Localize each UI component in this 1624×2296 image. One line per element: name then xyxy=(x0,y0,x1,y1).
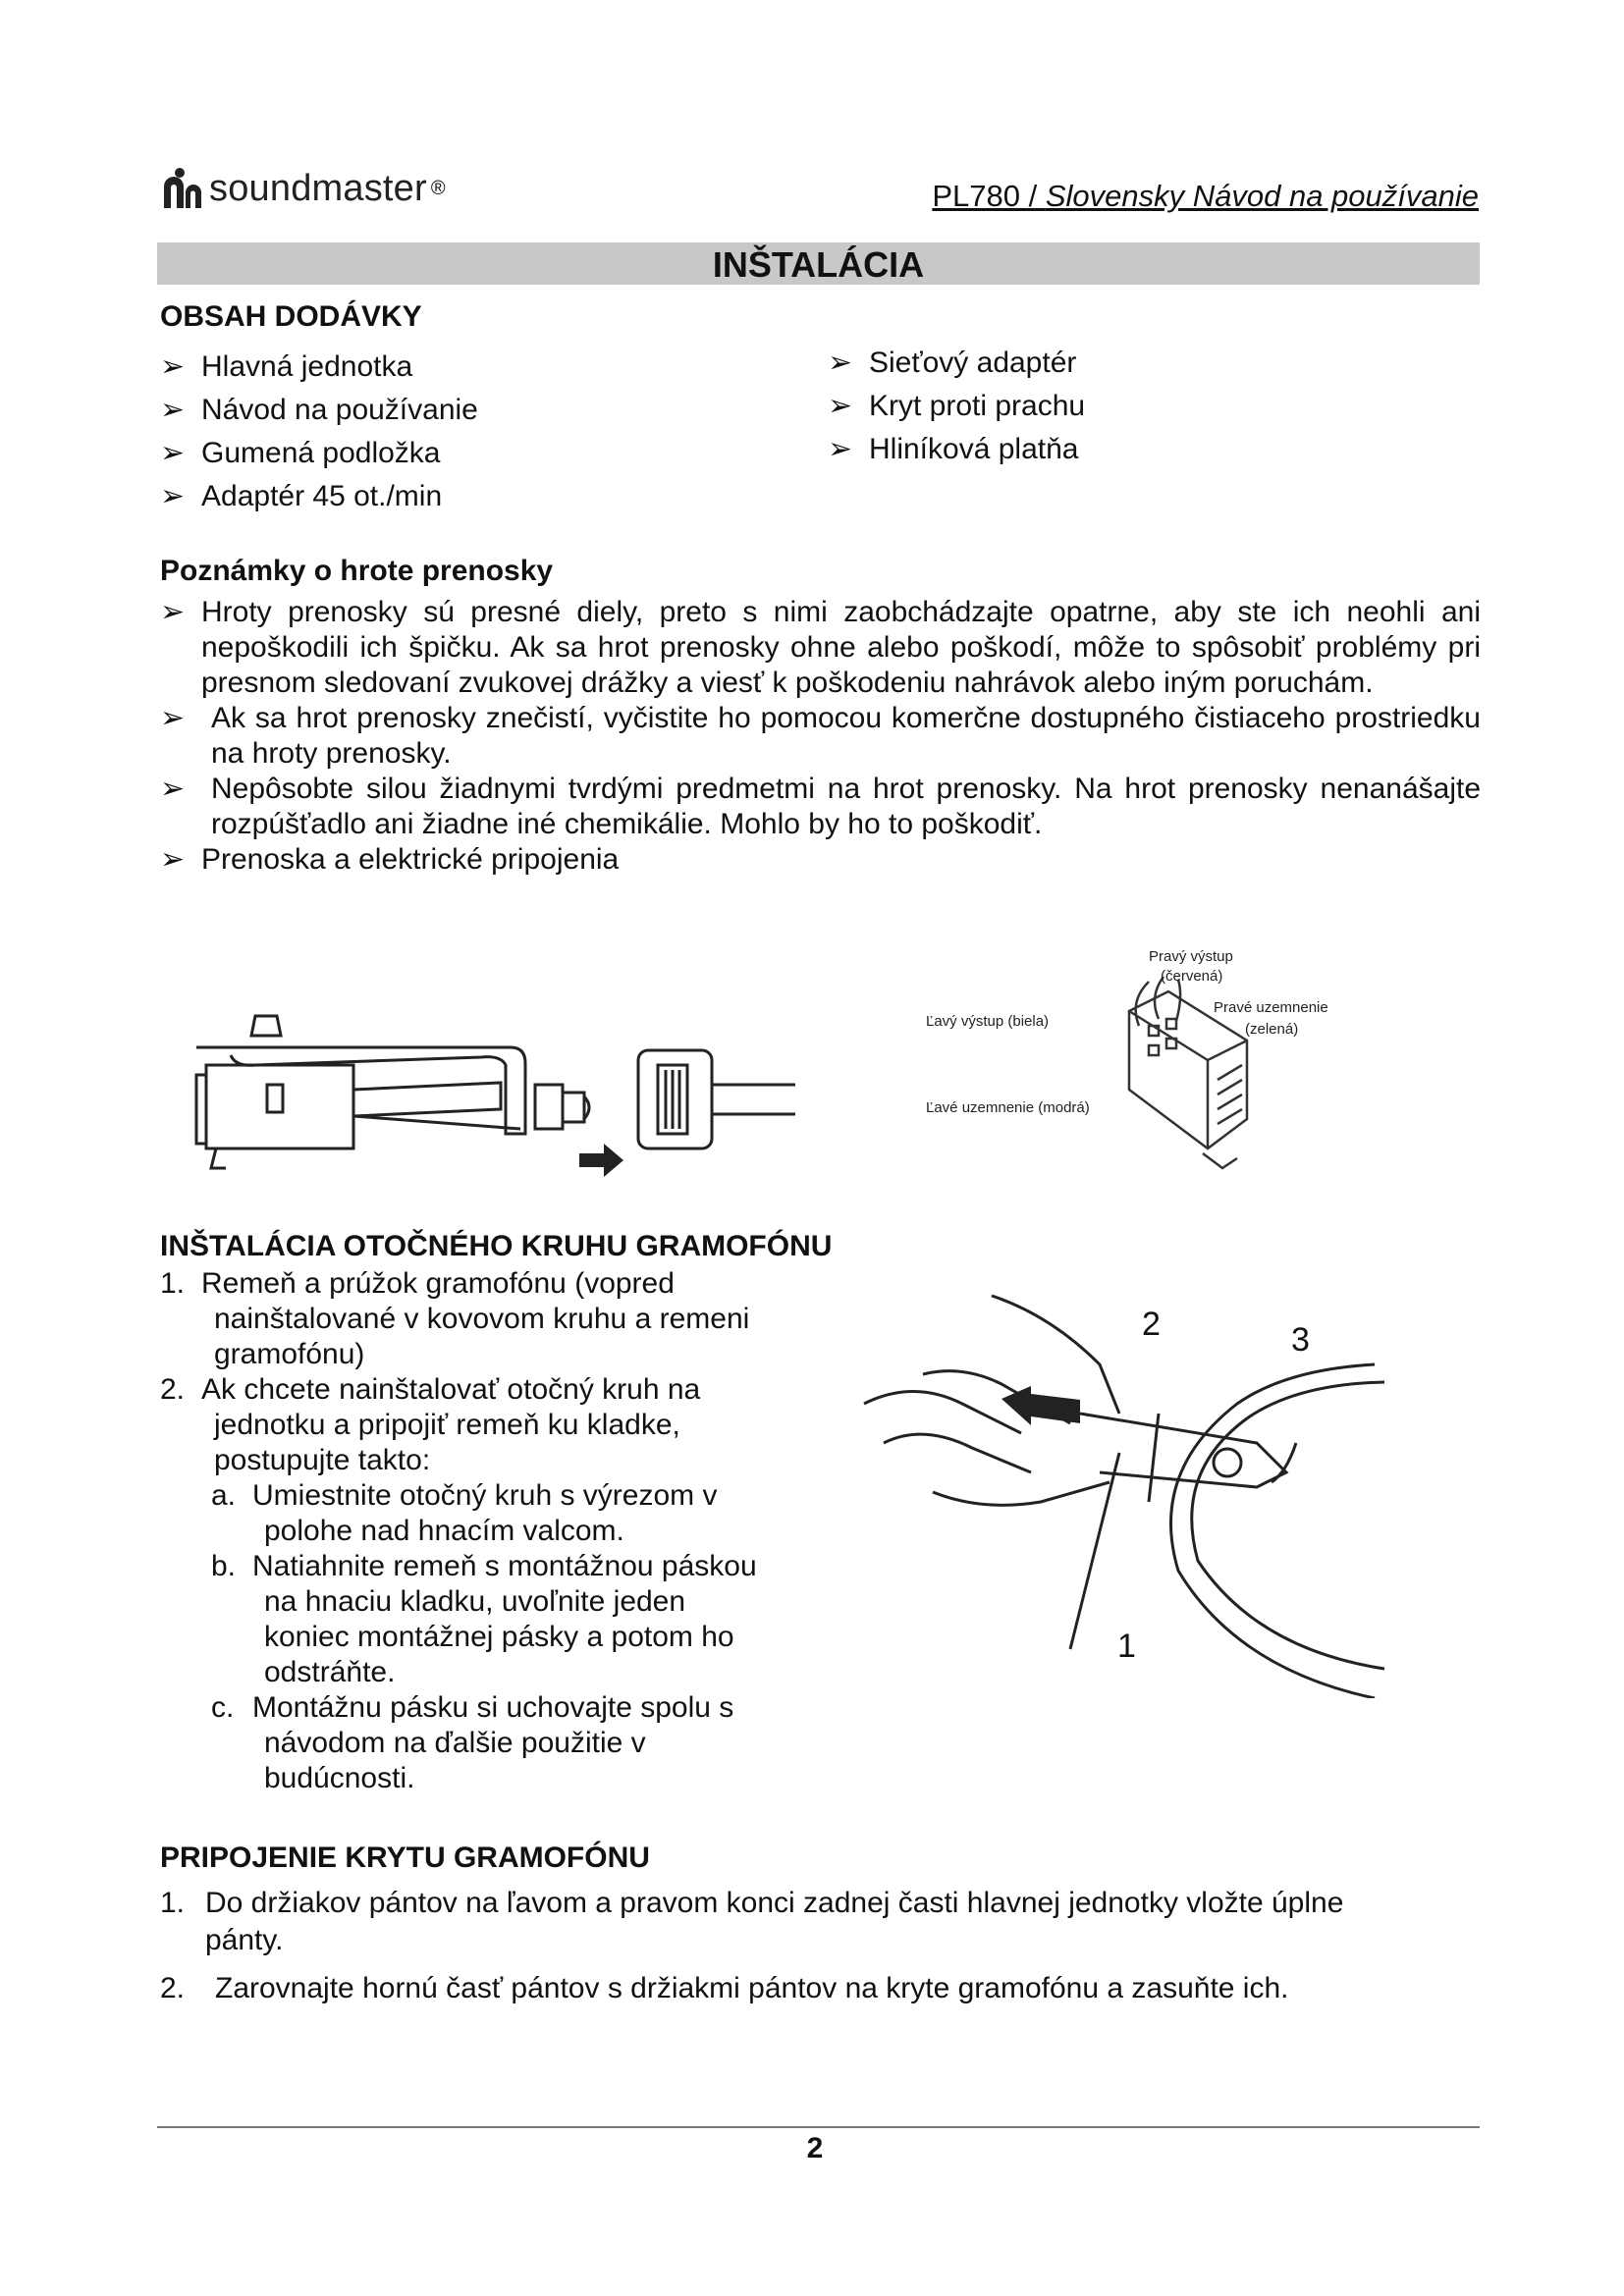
contents-list-right xyxy=(828,342,1085,471)
bullet-arrow-icon: ➢ xyxy=(160,773,186,805)
figure-label-1: 1 xyxy=(1117,1628,1136,1665)
stylus-notes xyxy=(160,595,1481,878)
document-title: Slovensky Návod na používanie xyxy=(1045,179,1479,213)
soundmaster-logo-icon xyxy=(160,167,203,210)
list-item: ➢ Gumená podložka xyxy=(160,432,478,475)
platter-steps xyxy=(160,1266,757,1796)
list-item: ➢ Návod na používanie xyxy=(160,389,478,432)
bullet-arrow-icon: ➢ xyxy=(160,394,186,426)
list-item: a. Umiestnite otočný kruh s výrezom v polohe nad hnacím valcom. xyxy=(211,1479,718,1547)
list-item: 2. Ak chcete nainštalovať otočný kruh na jednotku a pripojiť remeň ku kladke, postupujte takto: xyxy=(160,1373,701,1476)
list-item: c. Montážnu pásku si uchovajte spolu s návodom na ďalšie použitie v budúcnosti. xyxy=(211,1691,734,1794)
bullet-arrow-icon: ➢ xyxy=(160,350,186,383)
brand-logo xyxy=(160,167,446,210)
page-title: INŠTALÁCIA xyxy=(712,244,925,285)
list-item: 1. Do držiakov pántov na ľavom a pravom konci zadnej časti hlavnej jednotky vložte úplne pánty. xyxy=(160,1887,1344,1956)
bullet-arrow-icon: ➢ xyxy=(828,390,853,422)
figure-label-3: 3 xyxy=(1291,1321,1310,1359)
list-item: b. Natiahnite remeň s montážnou páskou na hnaciu kladku, uvoľnite jeden koniec montážnej pásky a potom ho odstráňte. xyxy=(211,1550,757,1688)
label-right-ground-color: (zelená) xyxy=(1245,1021,1299,1038)
cover-heading: PRIPOJENIE KRYTU GRAMOFÓNU xyxy=(160,1842,650,1874)
cover-steps xyxy=(160,1885,1343,2006)
stylus-heading: Poznámky o hrote prenosky xyxy=(160,555,554,587)
label-left-ground: Ľavé uzemnenie (modrá) xyxy=(926,1099,1090,1116)
document-header xyxy=(932,179,1479,214)
label-left-output: Ľavý výstup (biela) xyxy=(926,1013,1050,1030)
brand-name: soundmaster xyxy=(209,167,427,209)
bullet-arrow-icon: ➢ xyxy=(160,596,186,628)
label-right-ground: Pravé uzemnenie xyxy=(1214,999,1328,1016)
list-item: 2. Zarovnajte hornú časť pántov s držiakmi pántov na kryte gramofónu a zasuňte ich. xyxy=(160,1972,1289,2004)
list-item: ➢ Nepôsobte silou žiadnymi tvrdými predmetmi na hrot prenosky. Na hrot prenosky nenanášajte rozpúšťadlo ani žiadne iné chemikálie. Mohlo by ho to poškodiť. xyxy=(160,773,1481,840)
figure-label-2: 2 xyxy=(1142,1306,1161,1343)
bullet-arrow-icon: ➢ xyxy=(160,480,186,512)
bullet-arrow-icon: ➢ xyxy=(828,433,853,465)
footer-divider xyxy=(157,2126,1480,2128)
label-right-output: Pravý výstup xyxy=(1149,948,1233,965)
platter-heading: INŠTALÁCIA OTOČNÉHO KRUHU GRAMOFÓNU xyxy=(160,1230,833,1262)
registered-mark: ® xyxy=(430,177,446,199)
tonearm-illustration xyxy=(187,1006,805,1183)
bullet-arrow-icon: ➢ xyxy=(160,843,186,876)
model-number: PL780 / xyxy=(932,179,1046,213)
list-item: ➢ Ak sa hrot prenosky znečistí, vyčistite ho pomocou komerčne dostupného čistiaceho prostriedku na hroty prenosky. xyxy=(160,702,1481,770)
list-item: ➢ Adaptér 45 ot./min xyxy=(160,475,478,518)
arrow-right-icon xyxy=(579,1144,623,1177)
contents-list-left xyxy=(160,346,478,518)
list-item: ➢ Hroty prenosky sú presné diely, preto s nimi zaobchádzajte opatrne, aby ste ich neohli ani nepoškodili ich špičku. Ak sa hrot prenosky ohne alebo poškodí, môže to spôsobiť problémy pri presnom sledovaní zvukovej drážky a viesť k poškodeniu nahrávok alebo iným poruchám. xyxy=(160,596,1481,699)
list-item: ➢ Kryt proti prachu xyxy=(828,385,1085,428)
bullet-arrow-icon: ➢ xyxy=(828,347,853,379)
bullet-arrow-icon: ➢ xyxy=(160,702,186,734)
list-item: ➢ Sieťový adaptér xyxy=(828,342,1085,385)
page-number: 2 xyxy=(806,2132,824,2164)
bullet-arrow-icon: ➢ xyxy=(160,437,186,469)
list-item: ➢ Hliníková platňa xyxy=(828,428,1085,471)
contents-heading: OBSAH DODÁVKY xyxy=(160,300,422,333)
list-item: 1. Remeň a prúžok gramofónu (vopred nainštalované v kovovom kruhu a remeni gramofónu) xyxy=(160,1267,750,1370)
list-item: ➢ Prenoska a elektrické pripojenia xyxy=(160,843,620,876)
label-right-output-color: (červená) xyxy=(1161,968,1223,985)
list-item: ➢ Hlavná jednotka xyxy=(160,346,478,389)
